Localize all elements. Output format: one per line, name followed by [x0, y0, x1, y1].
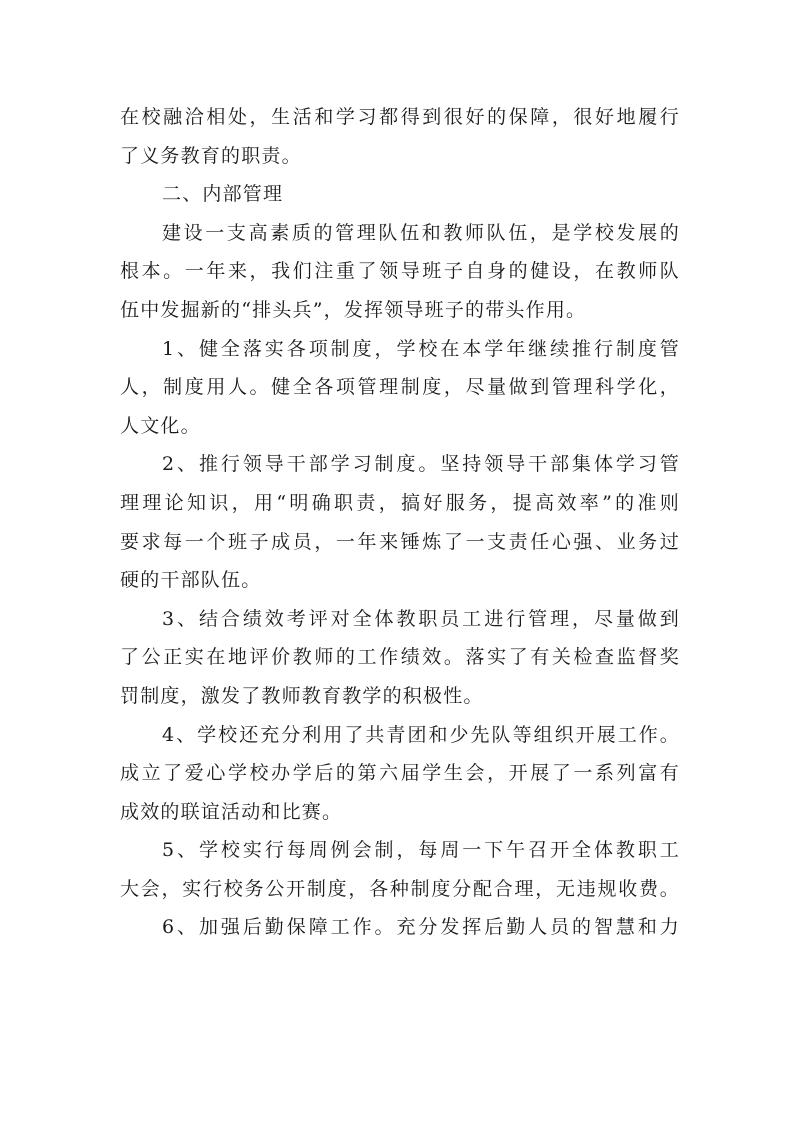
paragraph-line: 建设一支高素质的管理队伍和教师队伍，是学校发展的: [162, 221, 680, 244]
list-item-line: 要求每一个班子成员，一年来锤炼了一支责任心强、业务过: [120, 530, 680, 553]
list-item-line: 成效的联谊活动和比赛。: [120, 800, 343, 823]
document-body: [120, 98, 680, 947]
list-item-line: 人，制度用人。健全各项管理制度，尽量做到管理科学化，: [120, 376, 680, 399]
paragraph-line: 了义务教育的职责。: [120, 144, 302, 167]
list-item-line: 1、健全落实各项制度，学校在本学年继续推行制度管: [162, 337, 680, 360]
paragraph-line: 根本。一年来，我们注重了领导班子自身的健设，在教师队: [120, 260, 680, 283]
list-item-line: 罚制度，激发了教师教育教学的积极性。: [120, 684, 484, 707]
list-item-line: 大会，实行校务公开制度，各种制度分配合理，无违规收费。: [120, 877, 680, 900]
list-item-line: 成立了爱心学校办学后的第六届学生会，开展了一系列富有: [120, 762, 680, 785]
list-item-line: 人文化。: [120, 414, 201, 437]
list-item-line: 硬的干部队伍。: [120, 569, 262, 592]
list-item-line: 3、结合绩效考评对全体教职员工进行管理，尽量做到: [162, 607, 680, 630]
list-item-line: 2、推行领导干部学习制度。坚持领导干部集体学习管: [162, 453, 680, 476]
list-item-line: 5、学校实行每周例会制，每周一下午召开全体教职工: [162, 839, 680, 862]
list-item-line: 理理论知识，用“明确职责，搞好服务，提高效率”的准则: [120, 491, 680, 514]
paragraph-line: 在校融洽相处，生活和学习都得到很好的保障，很好地履行: [120, 106, 680, 128]
list-item-line: 6、加强后勤保障工作。充分发挥后勤人员的智慧和力: [162, 916, 680, 939]
paragraph-line: 伍中发掘新的“排头兵”，发挥领导班子的带头作用。: [120, 298, 587, 321]
list-item-line: 了公正实在地评价教师的工作绩效。落实了有关检查监督奖: [120, 646, 680, 669]
list-item-line: 4、学校还充分利用了共青团和少先队等组织开展工作。: [162, 723, 680, 746]
section-heading: 二、内部管理: [162, 183, 284, 206]
